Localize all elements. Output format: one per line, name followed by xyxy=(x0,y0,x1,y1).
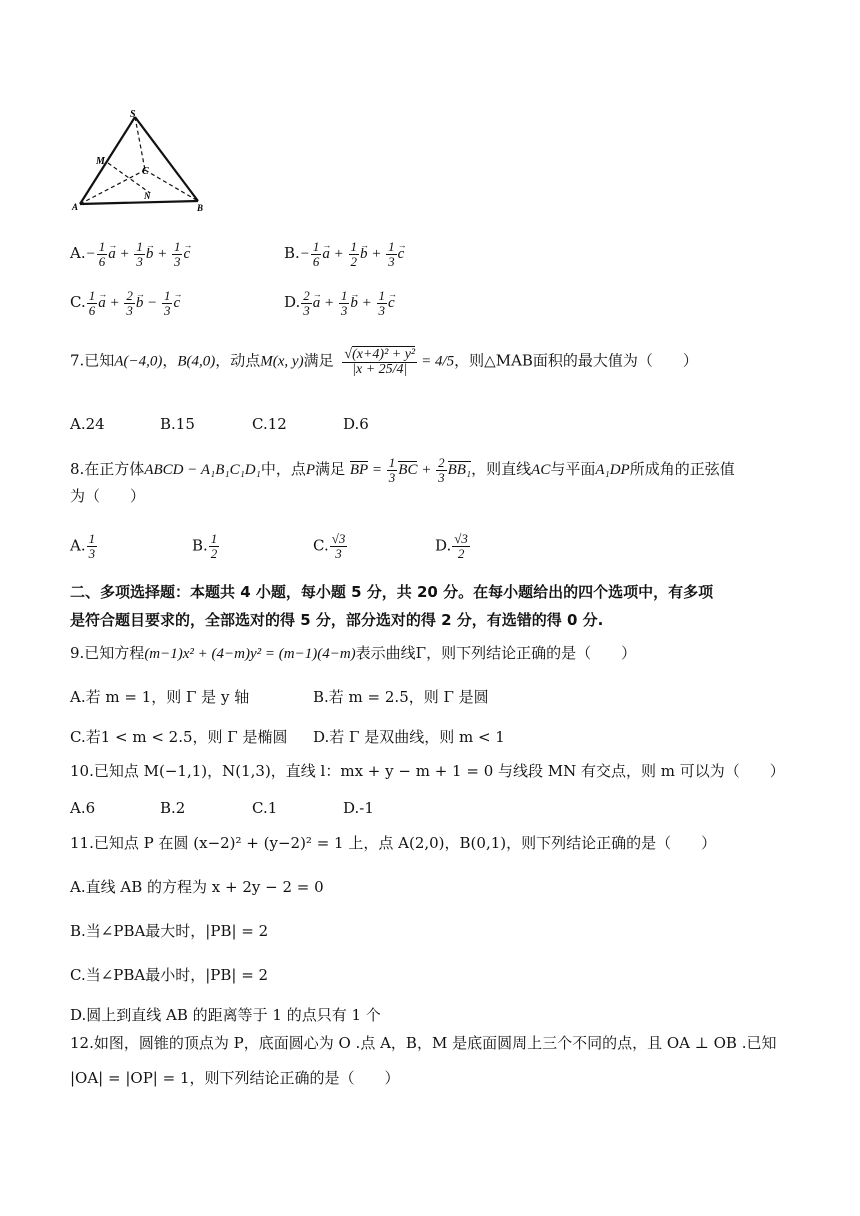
q11-option-d: D.圆上到直线 AB 的距离等于 1 的点只有 1 个 xyxy=(70,1006,381,1024)
q7-ratio-fraction: $\frac{\text{√(x+4)² + y²}}{|x + 25/4|}$ xyxy=(344,347,416,377)
q7-option-b: B.15 xyxy=(160,415,195,433)
q11-option-b: B.当∠PBA最大时，|PB| = 2 xyxy=(70,922,269,940)
label-A: A xyxy=(72,202,79,212)
question-12-stem-line1: 12.如图，圆锥的顶点为 P，底面圆心为 O .点 A，B，M 是底面圆周上三个不同的点，且 OA ⊥ OB .已知 xyxy=(70,1034,777,1052)
section-2-heading-line2: 是符合题目要求的，全部选对的得 5 分，部分选对的得 2 分，有选错的得 0 分. xyxy=(70,611,604,629)
edge-SA xyxy=(80,117,135,204)
q6-option-d: D. $\frac{2}{3}$ → a + $\frac{1}{3}$ → b + $\frac{1}{3}$ → c xyxy=(284,289,395,318)
q8-option-a: A. $\frac{1}{3}$ xyxy=(70,531,96,561)
q10-option-d: D.-1 xyxy=(343,799,374,817)
q10-option-a: A.6 xyxy=(70,799,96,817)
label-M: M xyxy=(96,156,105,167)
q8-vector-equation: BP = $\frac{1}{3}$ BC + $\frac{2}{3}$ BB₁ xyxy=(349,455,472,485)
q9-option-a: A.若 m = 1，则 Γ 是 y 轴 xyxy=(70,688,250,706)
q9-option-b: B.若 m = 2.5，则 Γ 是圆 xyxy=(313,688,489,706)
q7-option-d: D.6 xyxy=(343,415,369,433)
question-11-stem: 11.已知点 P 在圆 (x−2)² + (y−2)² = 1 上，点 A(2,0)，B(0,1)，则下列结论正确的是（ ） xyxy=(70,834,717,852)
q10-option-c: C.1 xyxy=(252,799,278,817)
q7-option-a: A.24 xyxy=(70,415,105,433)
question-8-stem-line2: 为（ ） xyxy=(70,487,146,505)
question-7-stem: 7.已知A(−4,0)，B(4,0)，动点M(x, y)满足 $\frac{\text{√(x+4)² + y²}}{|x + 25/4|}$ = 4/5，则△MAB面积的最大值为（ ） xyxy=(70,347,698,377)
question-8-stem: 8.在正方体ABCD − A₁B₁C₁D₁中，点P满足 BP = $\frac{1}{3}$ BC + $\frac{2}{3}$ BB₁，则直线AC与平面A₁DP所成角的正弦值 xyxy=(70,455,735,485)
label-C: C xyxy=(142,166,149,177)
q11-option-a: A.直线 AB 的方程为 x + 2y − 2 = 0 xyxy=(70,878,324,896)
q9-option-d: D.若 Γ 是双曲线，则 m < 1 xyxy=(313,728,505,746)
question-12-stem-line2: |OA| = |OP| = 1，则下列结论正确的是（ ） xyxy=(70,1069,400,1087)
q11-option-c: C.当∠PBA最小时，|PB| = 2 xyxy=(70,966,269,984)
q7-option-c: C.12 xyxy=(252,415,287,433)
q8-option-b: B. $\frac{1}{2}$ xyxy=(192,531,218,561)
label-N: N xyxy=(144,191,151,201)
q6-option-b: B.− $\frac{1}{6}$ → a + $\frac{1}{2}$ → b + $\frac{1}{3}$ → c xyxy=(284,240,404,269)
edge-CB xyxy=(145,170,198,201)
q9-option-c: C.若1 < m < 2.5，则 Γ 是椭圆 xyxy=(70,728,288,746)
edge-AB xyxy=(80,201,198,204)
label-S: S xyxy=(130,109,136,120)
q8-option-d: D. $\frac{√3}{2}$ xyxy=(435,531,468,561)
question-10-stem: 10.已知点 M(−1,1)，N(1,3)，直线 l：mx + y − m + 1 = 0 与线段 MN 有交点，则 m 可以为（ ） xyxy=(70,762,785,780)
label-B: B xyxy=(197,203,204,212)
q6-option-c: C. $\frac{1}{6}$ → a + $\frac{2}{3}$ → b − $\frac{1}{3}$ → c xyxy=(70,289,180,318)
q6-option-a: A.− $\frac{1}{6}$ → a + $\frac{1}{3}$ → b + $\frac{1}{3}$ → c xyxy=(70,240,190,269)
tetrahedron-figure xyxy=(70,108,210,212)
section-2-heading-line1: 二、多项选择题：本题共 4 小题，每小题 5 分，共 20 分。在每小题给出的四个选项中，有多项 xyxy=(70,583,714,601)
q8-option-c: C. $\frac{√3}{3}$ xyxy=(313,531,346,561)
q10-option-b: B.2 xyxy=(160,799,186,817)
question-9-stem: 9.已知方程(m−1)x² + (4−m)y² = (m−1)(4−m)表示曲线Γ，则下列结论正确的是（ ） xyxy=(70,644,637,662)
